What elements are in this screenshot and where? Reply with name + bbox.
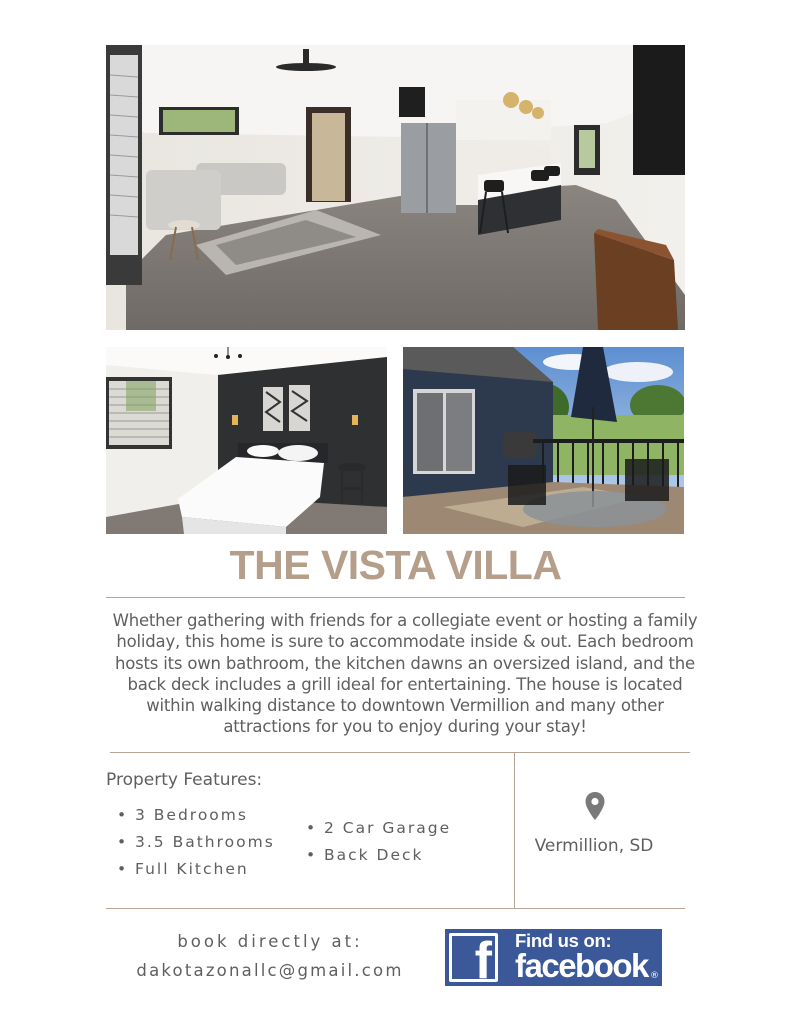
feature-item: • 2 Car Garage (306, 815, 451, 842)
facebook-logo-letter: f (474, 936, 492, 979)
map-pin-icon (585, 792, 605, 820)
booking-label: book directly at: (177, 932, 363, 951)
divider-above-features (110, 752, 690, 753)
back-deck-photo (403, 347, 684, 534)
registered-mark: ® (650, 971, 659, 981)
features-list-column-2 (306, 815, 451, 869)
feature-item: • 3.5 Bathrooms (117, 829, 275, 856)
facebook-badge[interactable] (445, 929, 662, 986)
location-text: Vermillion, SD (534, 836, 654, 856)
feature-item: • Full Kitchen (117, 856, 275, 883)
booking-email[interactable]: dakotazonallc@gmail.com (136, 961, 404, 980)
property-description: Whether gathering with friends for a collegiate event or hosting a family holiday, this home is sure to accommodate inside & out. Each bedroom hosts its own bathroom, the kitchen dawns an oversized island, and the back deck includes a grill ideal for entertaining. The house is located within walking distance to downtown Vermillion and many other attractions for you to enjoy during your stay! (112, 611, 698, 737)
divider-under-title (106, 597, 685, 598)
page-title: THE VISTA VILLA (229, 542, 562, 588)
features-list-column-1 (117, 802, 275, 883)
features-heading: Property Features: (106, 770, 263, 790)
feature-item: • 3 Bedrooms (117, 802, 275, 829)
vertical-divider (514, 752, 515, 909)
facebook-badge-wordmark: facebook (515, 947, 648, 984)
bedroom-photo (106, 347, 387, 534)
divider-above-booking (106, 908, 685, 909)
facebook-icon (449, 933, 498, 982)
feature-item: • Back Deck (306, 842, 451, 869)
facebook-badge-find-us: Find us on: (515, 930, 612, 951)
living-room-photo (106, 45, 685, 330)
